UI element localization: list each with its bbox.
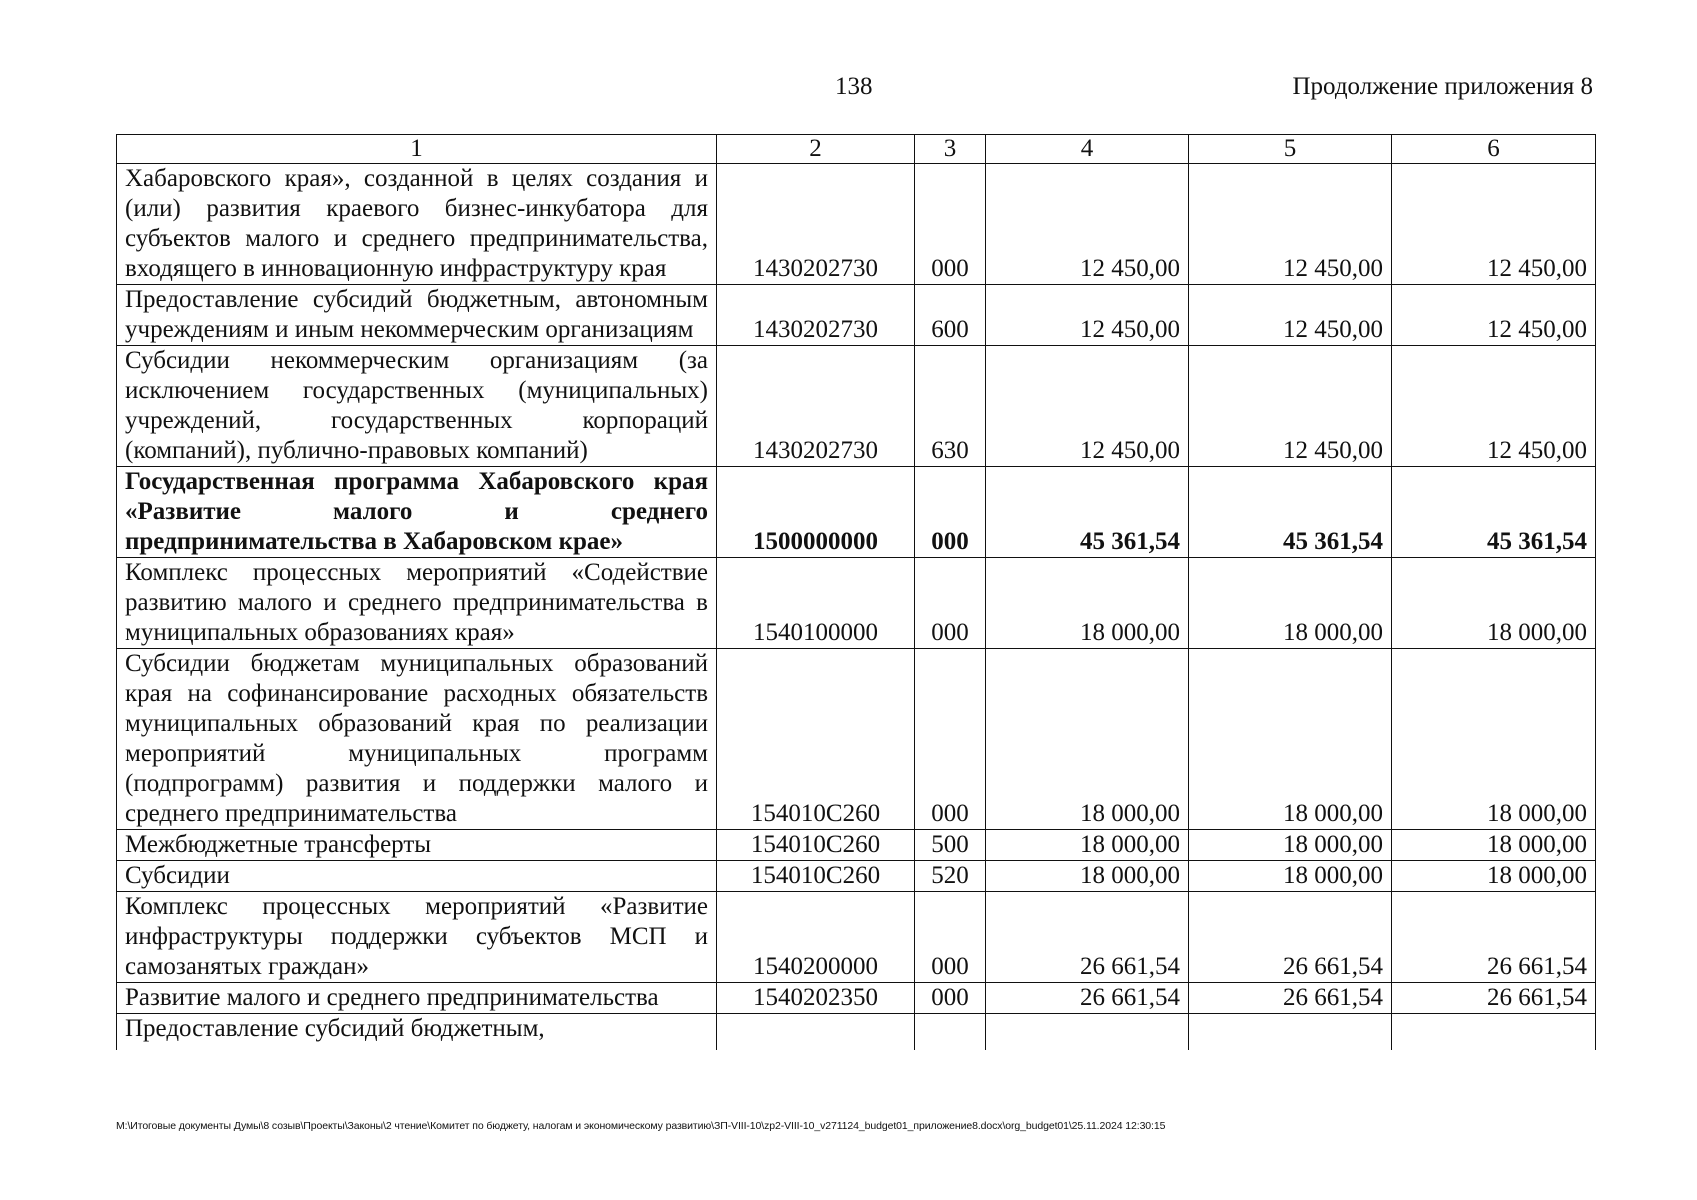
row-amount-1: 18 000,00 (986, 558, 1189, 649)
column-number-1: 1 (117, 135, 717, 164)
table-row (117, 861, 1596, 892)
table-row (117, 983, 1596, 1014)
table-row (117, 830, 1596, 861)
table-row (117, 558, 1596, 649)
row-amount-2: 12 450,00 (1189, 285, 1392, 346)
row-expense-type: 000 (915, 164, 986, 285)
row-code: 1540202350 (717, 983, 915, 1014)
row-amount-1: 18 000,00 (986, 649, 1189, 830)
row-name: Межбюджетные трансферты (117, 830, 717, 861)
row-amount-3: 12 450,00 (1392, 164, 1596, 285)
table-row-program (117, 467, 1596, 558)
row-expense-type: 520 (915, 861, 986, 892)
row-expense-type: 600 (915, 285, 986, 346)
row-amount-1: 26 661,54 (986, 983, 1189, 1014)
page-caption: Продолжение приложения 8 (1292, 73, 1593, 100)
row-name: Предоставление субсидий бюджетным, автономным учреждениям и иным некоммерческим организациям (117, 285, 717, 346)
column-number-row (117, 135, 1596, 164)
row-name: Государственная программа Хабаровского края «Развитие малого и среднего предпринимательства в Хабаровском крае» (117, 467, 717, 558)
row-code: 1430202730 (717, 346, 915, 467)
row-amount-2: 12 450,00 (1189, 346, 1392, 467)
row-amount-2: 26 661,54 (1189, 983, 1392, 1014)
row-amount-3: 18 000,00 (1392, 861, 1596, 892)
row-name: Комплекс процессных мероприятий «Содействие развитию малого и среднего предпринимательства в муниципальных образованиях края» (117, 558, 717, 649)
row-code: 154010С260 (717, 830, 915, 861)
row-expense-type: 630 (915, 346, 986, 467)
row-expense-type: 000 (915, 892, 986, 983)
row-amount-3: 45 361,54 (1392, 467, 1596, 558)
row-amount-3: 12 450,00 (1392, 285, 1596, 346)
row-amount-2: 18 000,00 (1189, 558, 1392, 649)
row-amount-3: 18 000,00 (1392, 558, 1596, 649)
row-code: 1540100000 (717, 558, 915, 649)
column-number-6: 6 (1392, 135, 1596, 164)
row-expense-type: 000 (915, 649, 986, 830)
row-amount-1: 18 000,00 (986, 861, 1189, 892)
row-amount-3 (1392, 1014, 1596, 1051)
row-amount-3: 18 000,00 (1392, 830, 1596, 861)
table-row (117, 649, 1596, 830)
row-amount-2: 45 361,54 (1189, 467, 1392, 558)
row-name: Предоставление субсидий бюджетным, (117, 1014, 717, 1051)
row-amount-1: 18 000,00 (986, 830, 1189, 861)
table-row (117, 892, 1596, 983)
row-amount-1: 12 450,00 (986, 346, 1189, 467)
row-name: Хабаровского края», созданной в целях создания и (или) развития краевого бизнес-инкубатора для субъектов малого и среднего предпринимательства, входящего в инновационную инфраструктуру края (117, 164, 717, 285)
row-expense-type: 500 (915, 830, 986, 861)
row-amount-2 (1189, 1014, 1392, 1051)
row-name: Субсидии некоммерческим организациям (за исключением государственных (муниципальных) учреждений, государственных корпораций (компаний), публично-правовых компаний) (117, 346, 717, 467)
page-number: 138 (835, 73, 873, 100)
file-path-footer: M:\Итоговые документы Думы\8 созыв\Проекты\Законы\2 чтение\Комитет по бюджету, налогам и экономическому развитию\ЗП-VIII-10\zp2-VIII-10_v271124_budget01_приложение8.docx\org_budget01\25.11.2024 12:30:15 (116, 1120, 1166, 1132)
row-amount-1 (986, 1014, 1189, 1051)
row-code: 1430202730 (717, 164, 915, 285)
table-row-continued (117, 1014, 1596, 1051)
row-expense-type: 000 (915, 558, 986, 649)
row-amount-1: 26 661,54 (986, 892, 1189, 983)
row-expense-type: 000 (915, 467, 986, 558)
row-amount-3: 26 661,54 (1392, 892, 1596, 983)
column-number-5: 5 (1189, 135, 1392, 164)
row-amount-2: 18 000,00 (1189, 649, 1392, 830)
row-code: 154010С260 (717, 649, 915, 830)
column-number-4: 4 (986, 135, 1189, 164)
row-amount-3: 26 661,54 (1392, 983, 1596, 1014)
budget-table (116, 134, 1596, 1050)
row-expense-type: 000 (915, 983, 986, 1014)
table-row (117, 164, 1596, 285)
row-code: 154010С260 (717, 861, 915, 892)
row-amount-1: 12 450,00 (986, 285, 1189, 346)
row-name: Комплекс процессных мероприятий «Развитие инфраструктуры поддержки субъектов МСП и самозанятых граждан» (117, 892, 717, 983)
row-code: 1540200000 (717, 892, 915, 983)
table-row (117, 285, 1596, 346)
row-amount-1: 12 450,00 (986, 164, 1189, 285)
row-amount-2: 26 661,54 (1189, 892, 1392, 983)
row-amount-3: 12 450,00 (1392, 346, 1596, 467)
row-amount-1: 45 361,54 (986, 467, 1189, 558)
row-expense-type (915, 1014, 986, 1051)
row-code: 1430202730 (717, 285, 915, 346)
row-amount-2: 18 000,00 (1189, 830, 1392, 861)
row-code (717, 1014, 915, 1051)
row-amount-3: 18 000,00 (1392, 649, 1596, 830)
row-amount-2: 18 000,00 (1189, 861, 1392, 892)
row-code: 1500000000 (717, 467, 915, 558)
column-number-2: 2 (717, 135, 915, 164)
row-name: Субсидии (117, 861, 717, 892)
row-amount-2: 12 450,00 (1189, 164, 1392, 285)
column-number-3: 3 (915, 135, 986, 164)
row-name: Развитие малого и среднего предпринимательства (117, 983, 717, 1014)
row-name: Субсидии бюджетам муниципальных образований края на софинансирование расходных обязательств муниципальных образований края по реализации мероприятий муниципальных программ (подпрограмм) развития и поддержки малого и среднего предпринимательства (117, 649, 717, 830)
table-row (117, 346, 1596, 467)
